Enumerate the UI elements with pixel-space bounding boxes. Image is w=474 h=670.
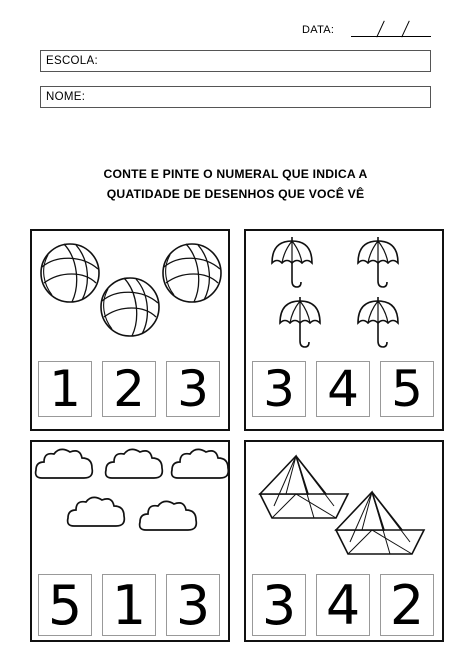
numeral-option[interactable]: 2 <box>380 574 434 636</box>
date-separator <box>401 21 410 38</box>
numeral-option[interactable]: 4 <box>316 361 370 417</box>
paper-boat-icon <box>260 456 348 518</box>
name-label: NOME: <box>46 91 86 103</box>
numeral-option[interactable]: 5 <box>38 574 92 636</box>
balls-illustration <box>32 231 228 359</box>
school-field[interactable] <box>40 50 431 72</box>
name-field[interactable] <box>40 86 431 108</box>
numeral-option[interactable]: 5 <box>380 361 434 417</box>
numeral-option[interactable]: 3 <box>166 361 220 417</box>
umbrella-icon <box>272 237 312 287</box>
school-label: ESCOLA: <box>46 55 98 67</box>
exercise-panel-umbrellas <box>244 229 444 431</box>
umbrellas-illustration <box>246 231 442 359</box>
paper-boat-icon <box>336 492 424 554</box>
ball-icon <box>41 244 99 302</box>
cloud-icon <box>68 497 125 526</box>
cloud-icon <box>36 449 93 478</box>
umbrella-icon <box>358 237 398 287</box>
umbrella-icon <box>358 297 398 347</box>
numeral-option[interactable]: 3 <box>252 574 306 636</box>
numeral-option[interactable]: 2 <box>102 361 156 417</box>
numeral-option[interactable]: 3 <box>166 574 220 636</box>
instructions <box>40 164 431 204</box>
instructions-line-1: CONTE E PINTE O NUMERAL QUE INDICA A <box>103 167 368 181</box>
exercise-panel-boats <box>244 440 444 642</box>
date-label: DATA: <box>302 24 335 36</box>
cloud-icon <box>140 501 197 530</box>
exercise-panel-balls <box>30 229 230 431</box>
numeral-option[interactable]: 4 <box>316 574 370 636</box>
ball-icon <box>101 278 159 336</box>
instructions-line-2: QUATIDADE DE DESENHOS QUE VOCÊ VÊ <box>106 187 365 201</box>
umbrella-icon <box>280 297 320 347</box>
numeral-option[interactable]: 1 <box>38 361 92 417</box>
cloud-icon <box>106 449 163 478</box>
date-separator <box>376 21 385 38</box>
numeral-option[interactable]: 3 <box>252 361 306 417</box>
clouds-illustration <box>32 442 228 570</box>
date-field[interactable] <box>351 36 431 37</box>
ball-icon <box>163 244 221 302</box>
exercise-panel-clouds <box>30 440 230 642</box>
cloud-icon <box>172 449 228 478</box>
boats-illustration <box>246 442 442 570</box>
numeral-option[interactable]: 1 <box>102 574 156 636</box>
